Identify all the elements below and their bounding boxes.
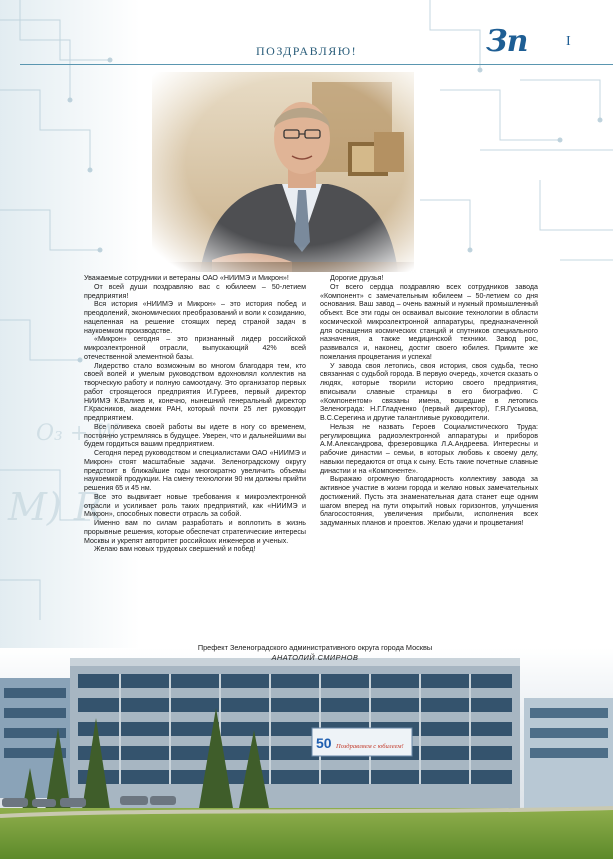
page-marker: I [566, 34, 571, 49]
left-paragraph: Все поливека своей работы вы идете в ногу со временем, постоянно устремляясь в будущее. Уверен, что и дальнейшими вы будем гордиться вашим предприятием. [84, 422, 306, 449]
left-greeting: Уважаемые сотрудники и ветераны ОАО «НИИМЭ и Микрон»! [84, 274, 289, 282]
anniversary-banner-number: 50 [316, 735, 332, 751]
svg-text:O₃ + W: O₃ + W [36, 421, 118, 446]
svg-text:M) R: M) R [8, 485, 103, 529]
right-text-column [320, 274, 538, 528]
left-paragraph: Лидерство стало возможным во многом благодаря тем, кто своей волей и умелым руководством вдохновлял коллектив на творческую работу и полную самоотдачу. Это организатор первых работ строящегося предприятия И.Гуреев, первый директор НИИМЭ К.Валиев и, конечно, нынешний генеральный директор Г.Красников, академик РАН, который почти 25 лет руководит предприятием. [84, 361, 306, 422]
left-paragraph: Желаю вам новых трудовых свершений и побед! [94, 545, 256, 554]
right-paragraph: У завода своя летопись, своя история, своя судьба, тесно связанная с судьбой города. В первую очередь, хочется сказать о людях, которые творили историю своего предприятия, вписывали славные страницы в его биографию. С «Компонентом» связаны имена, вошедшие в летопись Зеленограда: Н.Г.Гладченко (первый директор), Г.Я.Гуськова, В.С.Серегина и другие талантливые руководители. [320, 361, 538, 422]
right-paragraph: Выражаю огромную благодарность коллективу завода за активное участие в жизни города и желаю новых замечательных достижений. Пусть эта знаменательная дата станет еще одним шагом вперед на пути открытий новых горизонтов, улучшения благосостояния, увеличения прибыли, исполнения всех задуманных планов и проектов. Желаю удачи и процветания! [320, 475, 538, 527]
page-header [0, 0, 613, 70]
left-paragraph: Все это выдвигает новые требования к микроэлектронной отрасли и усиливает роль таких предприятий, как «НИИМЭ и Микрон», способных повести отрасль за собой. [84, 492, 306, 519]
left-text-column [84, 274, 306, 554]
signature-name: АНАТОЛИЙ СМИРНОВ [271, 652, 359, 662]
signature-block [170, 643, 460, 662]
header-divider [20, 64, 613, 65]
left-paragraph: Вся история «НИИМЭ и Микрон» – это история побед и преодолений, экономических преобразований и воли к созиданию, нацеленная на решение стоящих перед страной задач в наукоемком производстве. [84, 300, 306, 335]
left-paragraph: Именно вам по силам разработать и воплотить в жизнь прорывные решения, которые обеспечат стратегические интересы Москвы и укрепят авторитет российских инженеров и ученых. [84, 519, 306, 545]
right-greeting: Дорогие друзья! [330, 274, 384, 282]
right-paragraph: Нельзя не назвать Героев Социалистического Труда: регулировщика радиоэлектронной аппаратуры и приборов А.М.Александрова, фрезеровщика Л.А.Андреева. Интересны и рабочие династии – семьи, в которых любовь к своему делу, навыки передаются от отца к сыну. Есть такие почетные славные династии и на «Компоненте». [320, 422, 538, 475]
left-paragraph: «Микрон» сегодня – это признанный лидер российской микроэлектронной отрасли, выпускающий 42% всей отечественной элементной базы. [84, 335, 306, 361]
left-paragraph: Сегодня перед руководством и специалистами ОАО «НИИМЭ и Микрон» стоят масштабные задачи. Зеленоградскому округу предстоит в ближайшие годы многократно увеличить объемы наукоемкой продукции. На смену технологии 90 нм должны прийти решения 65 и 45 нм. [84, 449, 306, 492]
magazine-logo: Зп [486, 24, 528, 59]
page-title: ПОЗДРАВЛЯЮ! [256, 44, 358, 58]
prefect-portrait-photo [152, 72, 414, 272]
right-paragraph: От всего сердца поздравляю всех сотрудников завода «Компонент» с замечательным юбилеем – 50-летием со дня основания. Ваш завод – очень важный и нужный промышленный объект. Все эти годы он осваивал высокие технологии в области космической микроэлектронной аппаратуры, предназначенной для оснащения космических станций и спутников специального назначения, а также медицинской техники. Завод рос, развивался и, наконец, достиг своего юбилея. Примите же пожелания процветания и успеха! [320, 282, 538, 361]
anniversary-banner-text: Поздравляем с юбилеем! [336, 743, 404, 750]
signature-position: Префект Зеленоградского административного округа города Москвы [197, 643, 433, 652]
factory-building-photo [0, 648, 613, 859]
left-paragraph: От всей души поздравляю вас с юбилеем – 50-летием предприятия! [84, 282, 306, 300]
